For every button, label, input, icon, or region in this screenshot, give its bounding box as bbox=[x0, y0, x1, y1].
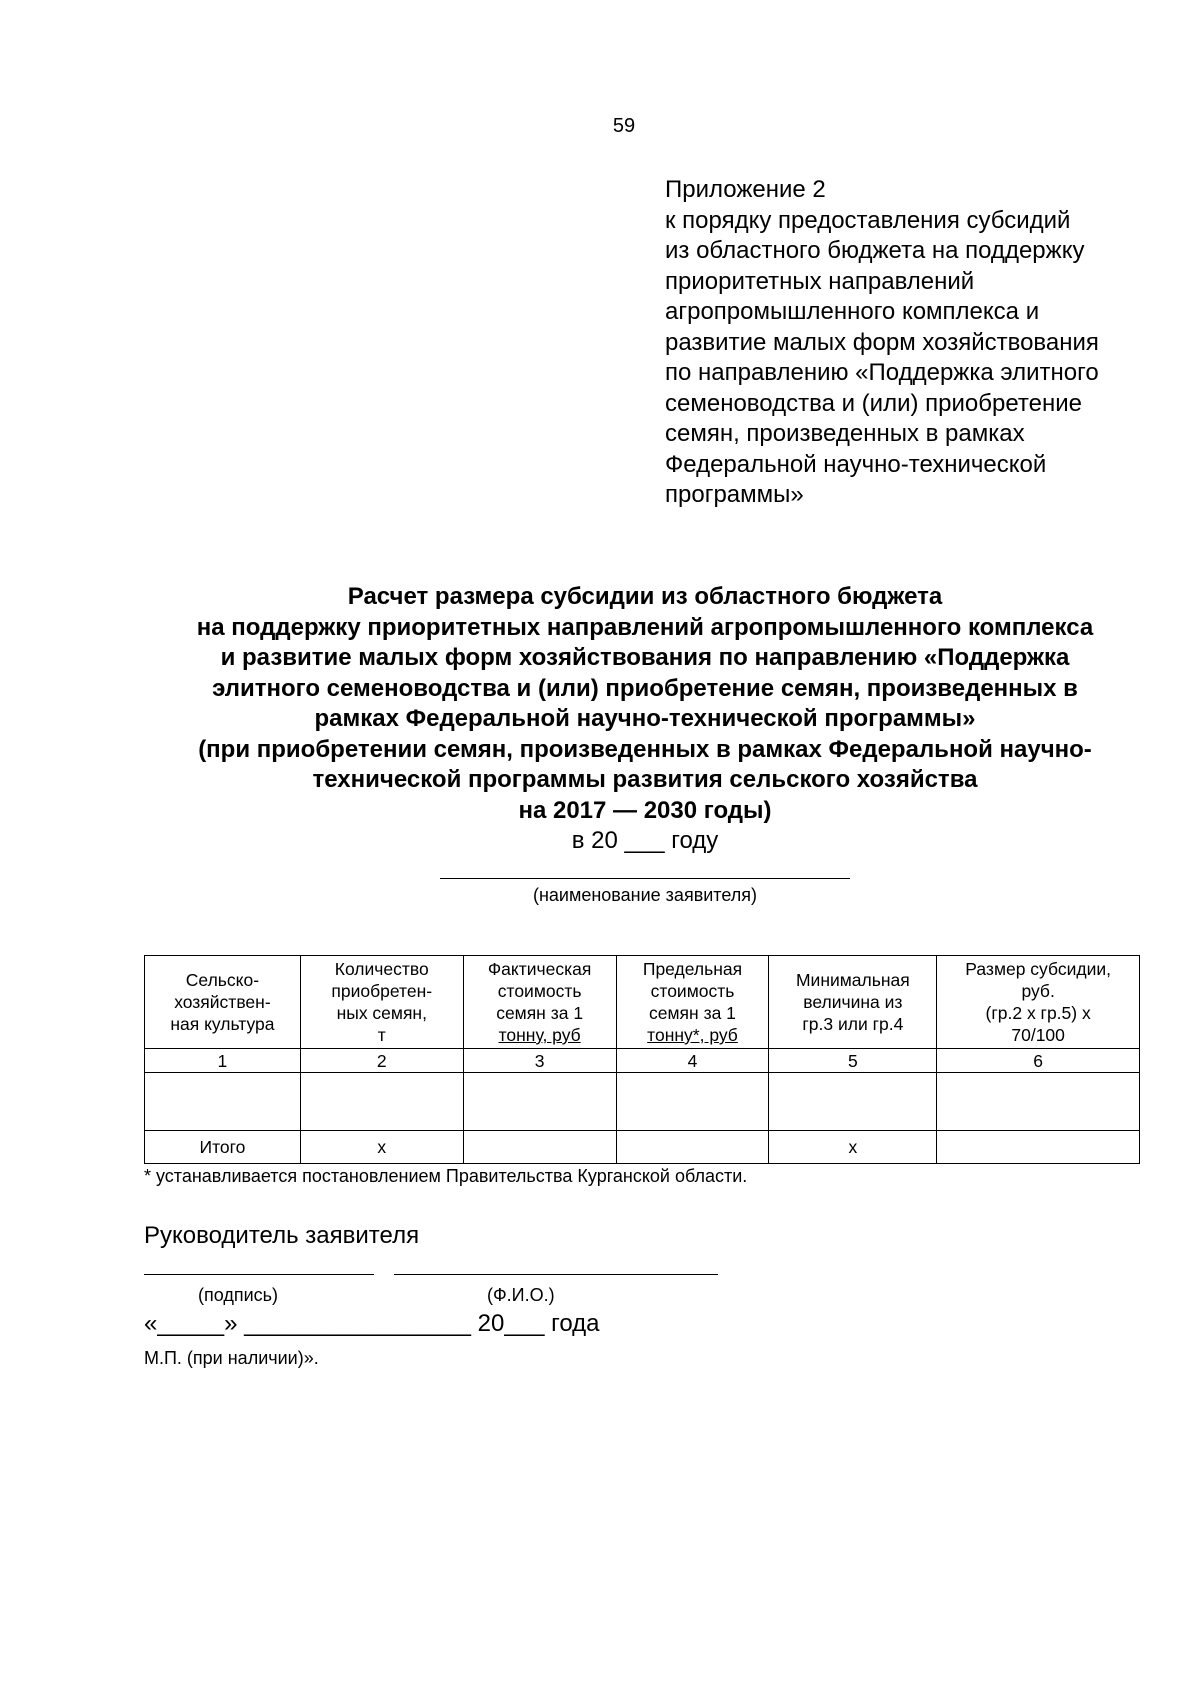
title-line: Расчет размера субсидии из областного бюджета bbox=[347, 583, 943, 610]
table-cell[interactable] bbox=[300, 1073, 463, 1131]
total-label: Итого bbox=[145, 1131, 301, 1164]
column-number: 5 bbox=[769, 1049, 937, 1073]
head-of-applicant-label: Руководитель заявителя bbox=[144, 1222, 420, 1249]
appendix-line: к порядку предоставления субсидий bbox=[665, 206, 1071, 234]
appendix-note bbox=[665, 175, 1165, 511]
title-line: рамках Федеральной научно-технической программы» bbox=[314, 705, 976, 732]
table-cell[interactable] bbox=[145, 1073, 301, 1131]
column-number: 4 bbox=[616, 1049, 769, 1073]
table-cell[interactable] bbox=[937, 1073, 1140, 1131]
table-cell[interactable] bbox=[463, 1131, 616, 1164]
appendix-line: агропромышленного комплекса и bbox=[665, 298, 1040, 325]
table-cell[interactable] bbox=[769, 1073, 937, 1131]
appendix-line: семян, произведенных в рамках bbox=[665, 420, 1025, 447]
column-number: 2 bbox=[300, 1049, 463, 1073]
full-name-line[interactable] bbox=[394, 1274, 718, 1275]
appendix-line: программы» bbox=[665, 481, 804, 508]
applicant-caption: (наименование заявителя) bbox=[532, 885, 758, 905]
calculation-table bbox=[144, 955, 1140, 1164]
title-line: на 2017 — 2030 годы) bbox=[518, 796, 772, 824]
stamp-note: М.П. (при наличии)». bbox=[144, 1348, 319, 1368]
table-row bbox=[145, 1073, 1140, 1131]
applicant-name-line[interactable] bbox=[440, 878, 850, 879]
date-line: «_____» _________________ 20___ года bbox=[144, 1310, 600, 1337]
title-line: на поддержку приоритетных направлений агропромышленного комплекса bbox=[196, 613, 1094, 641]
column-number: 3 bbox=[463, 1049, 616, 1073]
total-row bbox=[145, 1131, 1140, 1164]
table-header-row bbox=[145, 956, 1140, 1049]
table-cell[interactable] bbox=[463, 1073, 616, 1131]
column-number: 6 bbox=[937, 1049, 1140, 1073]
appendix-line: Приложение 2 bbox=[665, 176, 826, 203]
header-subsidy-amount: Размер субсидии, руб. (гр.2 х гр.5) х 70/100 bbox=[937, 956, 1140, 1049]
document-title bbox=[100, 582, 1190, 826]
appendix-line: развитие малых форм хозяйствования bbox=[665, 328, 1099, 356]
appendix-line: из областного бюджета на поддержку bbox=[665, 237, 1085, 264]
table-cell[interactable] bbox=[937, 1131, 1140, 1164]
column-number: 1 bbox=[145, 1049, 301, 1073]
year-line: в 20 ___ году bbox=[571, 827, 719, 854]
header-actual-cost: Фактическая стоимость семян за 1 тонну, руб bbox=[463, 956, 616, 1049]
header-crop: Сельско- хозяйствен- ная культура bbox=[145, 956, 301, 1049]
table-cell: х bbox=[769, 1131, 937, 1164]
footnote: * устанавливается постановлением Правительства Курганской области. bbox=[144, 1166, 748, 1186]
table-cell[interactable] bbox=[616, 1073, 769, 1131]
table-cell[interactable] bbox=[616, 1131, 769, 1164]
page-number: 59 bbox=[612, 115, 636, 137]
title-line: (при приобретении семян, произведенных в рамках Федеральной научно- bbox=[198, 735, 1092, 763]
title-line: технической программы развития сельского хозяйства bbox=[312, 766, 978, 793]
full-name-caption: (Ф.И.О.) bbox=[487, 1285, 555, 1305]
signature-line[interactable] bbox=[144, 1274, 374, 1275]
appendix-line: семеноводства и (или) приобретение bbox=[665, 389, 1082, 417]
title-line: и развитие малых форм хозяйствования по направлению «Поддержка bbox=[220, 644, 1070, 671]
title-line: элитного семеноводства и (или) приобретение семян, произведенных в bbox=[212, 674, 1078, 702]
appendix-line: Федеральной научно-технической bbox=[665, 450, 1047, 478]
column-number-row bbox=[145, 1049, 1140, 1073]
appendix-line: по направлению «Поддержка элитного bbox=[665, 359, 1099, 386]
header-seed-quantity: Количество приобретен- ных семян, т bbox=[300, 956, 463, 1049]
header-minimum-value: Минимальная величина из гр.3 или гр.4 bbox=[769, 956, 937, 1049]
table-cell: х bbox=[300, 1131, 463, 1164]
signature-caption: (подпись) bbox=[198, 1285, 279, 1305]
appendix-line: приоритетных направлений bbox=[665, 267, 975, 295]
header-limit-cost: Предельная стоимость семян за 1 тонну*, руб bbox=[616, 956, 769, 1049]
